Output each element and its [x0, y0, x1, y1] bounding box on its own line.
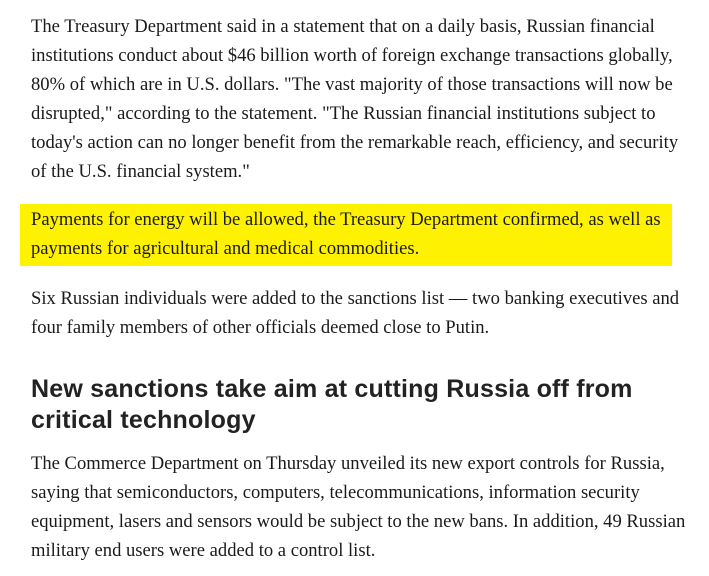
highlighted-paragraph: Payments for energy will be allowed, the Treasury Department confirmed, as well as payments for agricultural and medical commodities. — [31, 209, 661, 259]
article-paragraph: Six Russian individuals were added to the sanctions list — two banking executives and four family members of other officials deemed close to Putin. — [31, 288, 680, 338]
article-paragraph: The Commerce Department on Thursday unveiled its new export controls for Russia, saying that semiconductors, computers, telecommunications, information security equipment, lasers and sensors would be subject to the new bans. In addition, 49 Russian military end users were added to a control list. — [31, 453, 686, 561]
article-paragraph: The Treasury Department said in a statement that on a daily basis, Russian financial institutions conduct about $46 billion worth of foreign exchange transactions globally, 80% of which are in U.S. dollars. "The vast majority of those transactions will now be disrupted," according to the statement. "The Russian financial institutions subject to today's action can no longer benefit from the remarkable reach, efficiency, and security of the U.S. financial system." — [31, 16, 679, 182]
section-heading: New sanctions take aim at cutting Russia off from critical technology — [31, 375, 633, 434]
